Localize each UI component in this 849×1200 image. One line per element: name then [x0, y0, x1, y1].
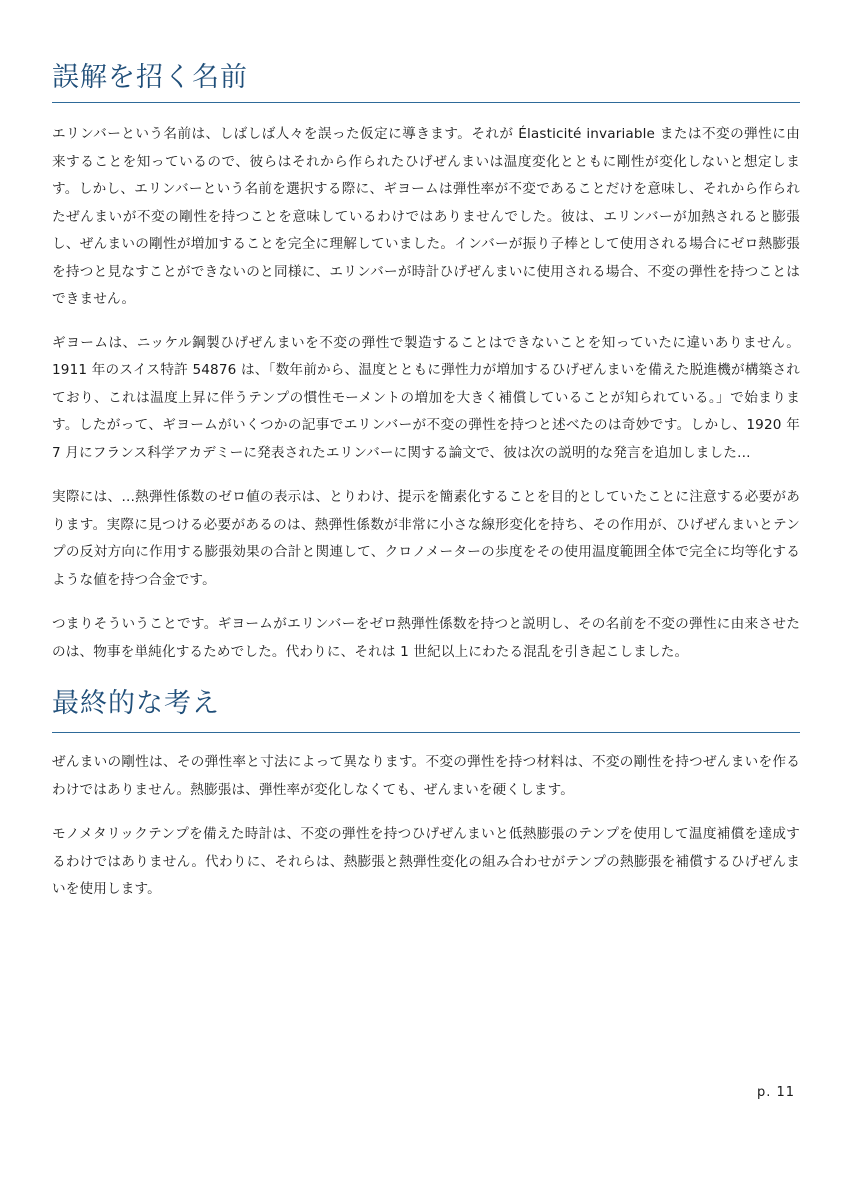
paragraph: ギヨームは、ニッケル鋼製ひげぜんまいを不変の弾性で製造することはできないことを知っていたに違いありません。1911 年のスイス特許 54876 は、「数年前から、温度とともに弾性力が増加するひげぜんまいを備えた脱進機が構築されており、これは温度上昇に伴うテンプの慣性モーメントの増加を大きく補償していることが知られている。」で始まります。したがって、ギヨームがいくつかの記事でエリンバーが不変の弾性を持つと述べたのは奇妙です。しかし、1920 年 7 月にフランス科学アカデミーに発表されたエリンバーに関する論文で、彼は次の説明的な発言を追加しました…	[52, 334, 800, 461]
paragraph: モノメタリックテンプを備えた時計は、不変の弾性を持つひげぜんまいと低熱膨張のテンプを使用して温度補償を達成するわけではありません。代わりに、それらは、熱膨張と熱弾性変化の組み合わせがテンプの熱膨張を補償するひげぜんまいを使用します。	[52, 826, 800, 897]
page-number: p. 11	[756, 1085, 795, 1100]
heading-rule	[52, 102, 800, 103]
section-final-thoughts	[52, 686, 800, 897]
section-heading: 誤解を招く名前	[52, 62, 248, 93]
heading-rule	[52, 732, 800, 733]
paragraph: つまりそういうことです。ギヨームがエリンバーをゼロ熱弾性係数を持つと説明し、その名前を不変の弾性に由来させたのは、物事を単純化するためでした。代わりに、それは 1 世紀以上にわたる混乱を引き起こしました。	[52, 616, 800, 660]
section-heading: 最終的な考え	[52, 688, 220, 719]
section-misleading-name	[52, 60, 800, 660]
paragraph: ぜんまいの剛性は、その弾性率と寸法によって異なります。不変の弾性を持つ材料は、不変の剛性を持つぜんまいを作るわけではありません。熱膨張は、弾性率が変化しなくても、ぜんまいを硬くします。	[52, 754, 800, 798]
paragraph: 実際には、…熱弾性係数のゼロ値の表示は、とりわけ、提示を簡素化することを目的としていたことに注意する必要があります。実際に見つける必要があるのは、熱弾性係数が非常に小さな線形変化を持ち、その作用が、ひげぜんまいとテンプの反対方向に作用する膨張効果の合計と関連して、クロノメーターの歩度をその使用温度範囲全体で完全に均等化するような値を持つ合金です。	[52, 489, 800, 588]
section-body	[52, 749, 800, 904]
section-body	[52, 121, 800, 666]
paragraph: エリンバーという名前は、しばしば人々を誤った仮定に導きます。それが Élasticité invariable または不変の弾性に由来することを知っているので、彼らはそれから作られたひげぜんまいは温度変化とともに剛性が変化しないと想定します。しかし、エリンバーという名前を選択する際に、ギヨームは弾性率が不変であることだけを意味し、それから作られたぜんまいが不変の剛性を持つことを意味しているわけではありませんでした。彼は、エリンバーが加熱されると膨張し、ぜんまいの剛性が増加することを完全に理解していました。インバーが振り子棒として使用される場合にゼロ熱膨張を持つと見なすことができないのと同様に、エリンバーが時計ひげぜんまいに使用される場合、不変の弾性を持つことはできません。	[52, 126, 800, 307]
